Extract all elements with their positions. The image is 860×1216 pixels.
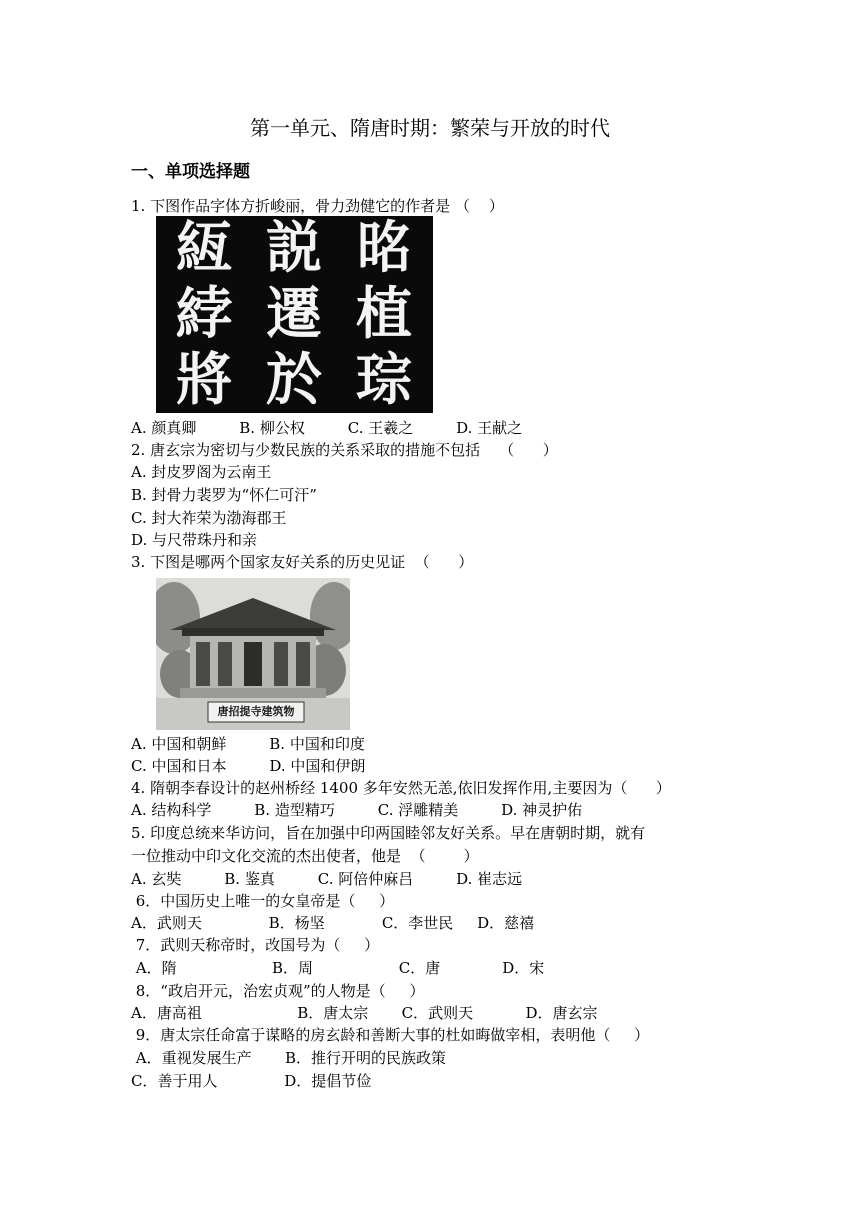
question-8-options: A．唐高祖 B．唐太宗 C．武则天 D．唐玄宗 (131, 1004, 598, 1022)
question-5-line1: 5. 印度总统来华访问，旨在加强中印两国睦邻友好关系。早在唐朝时期，就有 (131, 824, 646, 842)
photo-caption: 唐招提寺建筑物 (217, 705, 295, 718)
calligraphy-char: 植 (356, 281, 412, 347)
calligraphy-image (156, 216, 433, 413)
calligraphy-char: 絚 (176, 216, 232, 281)
question-7-options: A．隋 B．周 C．唐 D．宋 (131, 959, 545, 977)
question-2-option-d: D. 与尺带珠丹和亲 (131, 531, 258, 549)
question-5-options: A. 玄奘 B. 鉴真 C. 阿倍仲麻吕 D. 崔志远 (131, 870, 523, 888)
calligraphy-char: 琮 (356, 347, 412, 413)
question-1-options: A. 颜真卿 B. 柳公权 C. 王羲之 D. 王献之 (131, 419, 523, 437)
question-9-options-row1: A．重视发展生产 B．推行开明的民族政策 (131, 1049, 447, 1067)
question-2-option-b: B. 封骨力裴罗为“怀仁可汗” (131, 486, 317, 504)
question-6-options: A．武则天 B．杨坚 C．李世民 D．慈禧 (131, 914, 535, 932)
page-title: 第一单元、隋唐时期：繁荣与开放的时代 (250, 116, 610, 140)
question-2-option-a: A. 封皮罗阁为云南王 (131, 463, 272, 481)
question-4: 4. 隋朝李春设计的赵州桥经 1400 多年安然无恙,依旧发挥作用,主要因为（ ） (131, 779, 671, 797)
question-7: 7．武则天称帝时，改国号为（ ） (131, 936, 380, 954)
calligraphy-char: 於 (266, 347, 322, 413)
question-3-options-row2: C. 中国和日本 D. 中国和伊朗 (131, 757, 366, 775)
calligraphy-char: 㫥 (356, 216, 412, 281)
calligraphy-char: 説 (266, 216, 322, 281)
question-4-options: A. 结构科学 B. 造型精巧 C. 浮雕精美 D. 神灵护佑 (131, 801, 583, 819)
calligraphy-char: 將 (176, 347, 232, 413)
question-3: 3. 下图是哪两个国家友好关系的历史见证 （ ） (131, 553, 474, 571)
question-2: 2. 唐玄宗为密切与少数民族的关系采取的措施不包括 （ ） (131, 441, 558, 459)
question-9-options-row2: C．善于用人 D．提倡节俭 (131, 1072, 372, 1090)
question-3-options-row1: A. 中国和朝鲜 B. 中国和印度 (131, 735, 365, 753)
temple-photo (156, 578, 350, 730)
question-1: 1. 下图作品字体方折峻丽，骨力劲健它的作者是 （ ） (131, 197, 504, 215)
section-heading: 一、单项选择题 (131, 162, 250, 182)
question-2-option-c: C. 封大祚荣为渤海郡王 (131, 509, 287, 527)
question-6: 6．中国历史上唯一的女皇帝是（ ） (131, 892, 395, 910)
calligraphy-char: 遷 (266, 281, 322, 347)
question-8: 8．“政启开元，治宏贞观”的人物是（ ） (131, 982, 425, 1000)
calligraphy-char: 綍 (176, 281, 232, 347)
question-5-line2: 一位推动中印文化交流的杰出使者，他是 （ ） (131, 847, 479, 865)
question-9: 9．唐太宗任命富于谋略的房玄龄和善断大事的杜如晦做宰相，表明他（ ） (131, 1026, 650, 1044)
